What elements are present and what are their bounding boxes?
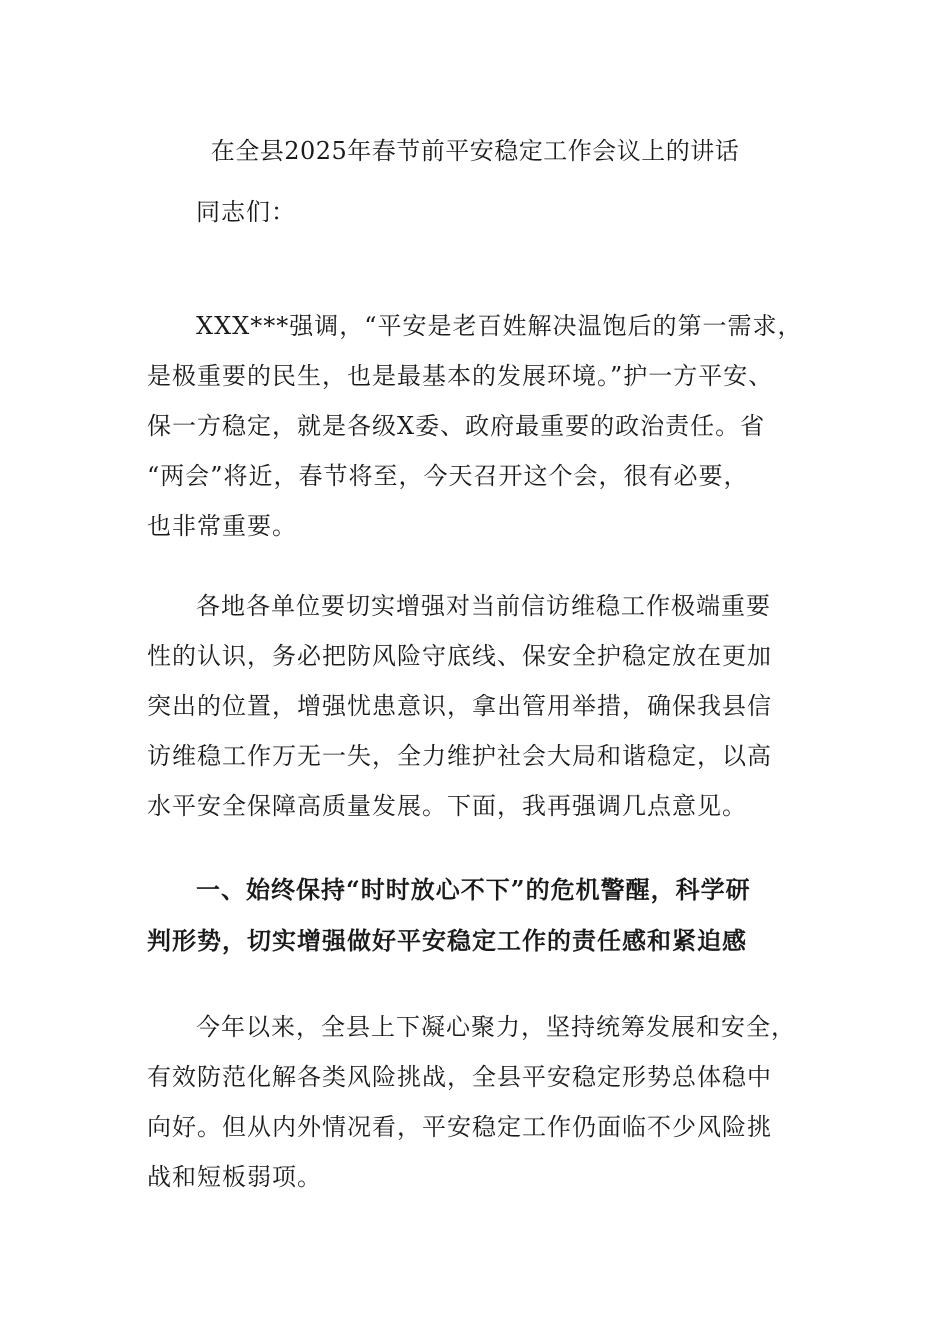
paragraph-line: 向好。但从内外情况看，平安稳定工作仍面临不少风险挑 — [147, 1113, 772, 1141]
paragraph-requirements — [147, 581, 807, 831]
heading-line: 判形势，切实增强做好平安稳定工作的责任感和紧迫感 — [147, 926, 747, 955]
paragraph-line: 各地各单位要切实增强对当前信访维稳工作极端重要 — [196, 592, 771, 620]
paragraph-line: 性的认识，务必把防风险守底线、保安全护稳定放在更加 — [147, 642, 772, 670]
paragraph-intro — [147, 301, 807, 551]
paragraph-line: 保一方稳定，就是各级X委、政府最重要的政治责任。省 — [147, 412, 766, 440]
heading-line: 一、始终保持“时时放心不下”的危机警醒，科学研 — [196, 875, 751, 904]
paragraph-line: 水平安全保障高质量发展。下面，我再强调几点意见。 — [147, 792, 747, 820]
section-heading-1 — [147, 864, 807, 966]
paragraph-line: 战和短板弱项。 — [147, 1163, 322, 1191]
document-title: 在全县2025年春节前平安稳定工作会议上的讲话 — [210, 137, 740, 165]
paragraph-line: XXX***强调，“平安是老百姓解决温饱后的第一需求， — [196, 312, 803, 340]
paragraph-line: 也非常重要。 — [147, 512, 297, 540]
paragraph-line: “两会”将近，春节将至，今天召开这个会，很有必要， — [147, 462, 749, 490]
paragraph-line: 访维稳工作万无一失，全力维护社会大局和谐稳定，以高 — [147, 742, 772, 770]
paragraph-situation — [147, 1002, 807, 1202]
paragraph-line: 有效防范化解各类风险挑战，全县平安稳定形势总体稳中 — [147, 1063, 772, 1091]
paragraph-line: 突出的位置，增强忧患意识，拿出管用举措，确保我县信 — [147, 692, 772, 720]
salutation: 同志们： — [196, 198, 296, 226]
paragraph-line: 是极重要的民生，也是最基本的发展环境。”护一方平安、 — [147, 362, 774, 390]
paragraph-line: 今年以来，全县上下凝心聚力，坚持统筹发展和安全， — [196, 1013, 796, 1041]
